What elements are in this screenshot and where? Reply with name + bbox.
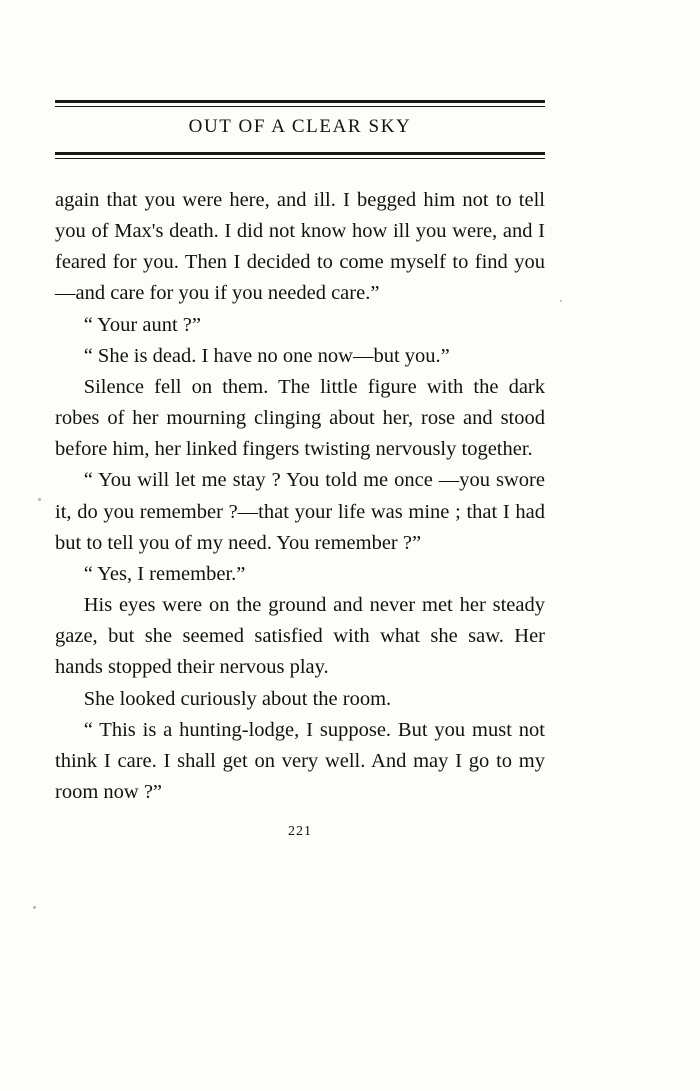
page-content (55, 100, 545, 840)
paragraph: again that you were here, and ill. I begged him not to tell you of Max's death. I did not know how ill you were, and I feared for you. Then I decided to come myself to find you—and care for you if you needed care.” (55, 189, 545, 305)
paper-speck (33, 906, 36, 909)
header-rule-top (55, 100, 545, 107)
paper-speck (38, 498, 41, 501)
paragraph: Silence fell on them. The little figure with the dark robes of her mourning clinging about her, rose and stood before him, her linked fingers twisting nervously together. (55, 375, 545, 461)
paragraph: “ She is dead. I have no one now—but you.” (83, 344, 450, 367)
header-rule-bottom (55, 152, 545, 159)
page-number: 221 (288, 824, 312, 840)
paragraph: “ This is a hunting-lodge, I suppose. But you must not think I care. I shall get on very well. And may I go to my room now ?” (55, 718, 545, 803)
paragraph: “ Yes, I remember.” (83, 562, 246, 585)
running-head: OUT OF A CLEAR SKY (188, 116, 412, 137)
paragraph: “ You will let me stay ? You told me once —you swore it, do you remember ?—that your life was mine ; that I had but to tell you of my need. You remember ?” (55, 469, 545, 554)
body-text (55, 185, 545, 808)
paragraph: His eyes were on the ground and never met her steady gaze, but she seemed satisfied with what she saw. Her hands stopped their nervous play. (55, 594, 545, 679)
paragraph: She looked curiously about the room. (83, 687, 392, 710)
paper-speck (560, 300, 562, 302)
paragraph: “ Your aunt ?” (83, 313, 201, 336)
